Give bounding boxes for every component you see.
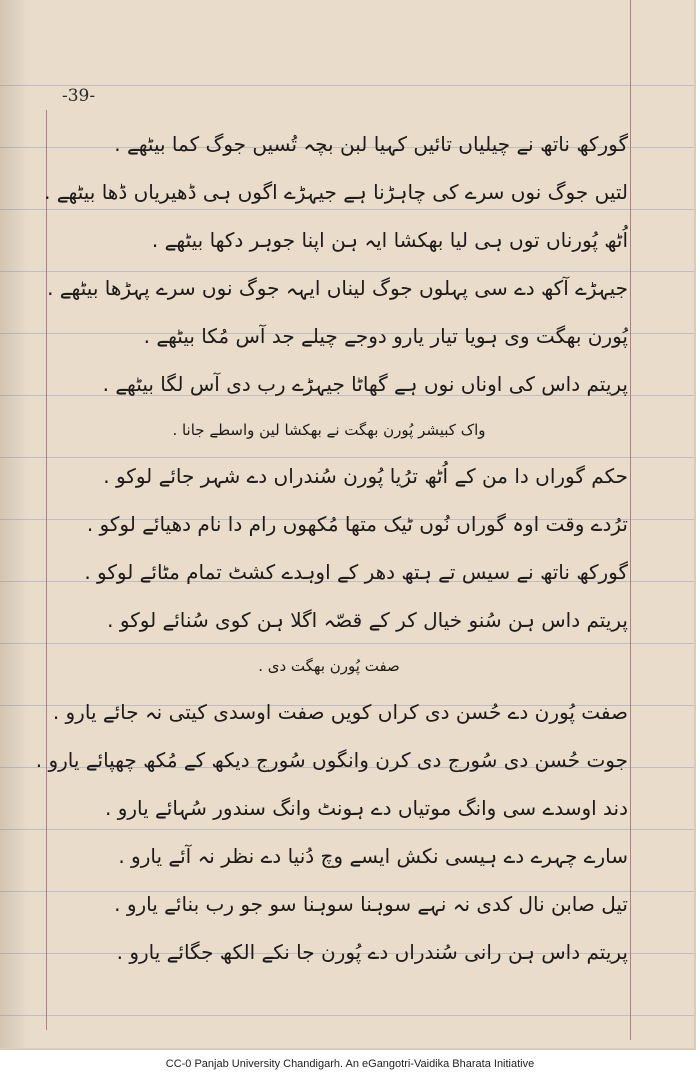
section-heading: واک کبیشر پُورن بھگت نے بھکشا لین واسطے جانا . [172,421,486,439]
verse-line: گورکھ ناتھ نے سیس تے ہتھ دھر کے اوہدے کشٹ تمام مٹائے لوکو . [84,560,628,584]
verse-line: ترُدے وقت اوہ گوراں نُوں ٹیک متھا مُکھوں رام دا نام دھیائے لوکو . [86,512,628,536]
verse-line: لتیں جوگ نوں سرے کی چاہڑنا ہے جیہڑے اگوں ہی ڈھیریاں ڈھا بیٹھے . [44,180,628,204]
verse-block-2 [30,452,628,644]
verse-line: اُٹھ پُورناں توں ہی لیا بھکشا ایہ ہن اپنا جوہر دکھا بیٹھے . [151,228,628,252]
right-margin-rule [630,0,631,1040]
verse-line: گورکھ ناتھ نے چیلیاں تائیں کہیا لبن بچہ تُسیں جوگ کما بیٹھے . [114,132,628,156]
verse-line: سارے چہرے دے ہیسی نکش ایسے وچ دُنیا دے نظر نہ آئے یارو . [118,844,628,868]
verse-line: پریتم داس ہن سُنو خیال کر کے قصّہ اگلا ہن کوی سُنائے لوکو . [107,608,628,632]
verse-line: تیل صابن نال کدی نہ نہے سوہنا سوہنا سو جو رب بنائے یارو . [114,892,628,916]
section-heading: صفت پُورن بھگت دی . [258,657,400,675]
verse-line: جوت حُسن دی سُورج دی کرن وانگوں سُورج دیکھ کے مُکھ چھپائے یارو . [35,748,628,772]
verse-line: جیہڑے آکھ دے سی پہلوں جوگ لیناں ایہہ جوگ نوں سرے پہڑھا بیٹھے . [47,276,628,300]
verse-line: پریتم داس ہن رانی سُندراں دے پُورن جا نکے الکھ جگائے یارو . [116,940,628,964]
archive-credit-footer: CC-0 Panjab University Chandigarh. An eGangotri-Vaidika Bharata Initiative [165,1058,535,1070]
verse-line: صفت پُورن دے حُسن دی کراں کویں صفت اوسدی کیتی نہ جائے یارو . [52,700,628,724]
verse-line: پریتم داس کی اوناں نوں ہے گھاٹا جیہڑے رب دی آس لگا بیٹھے . [102,372,628,396]
verse-block-1 [30,120,628,408]
verse-block-3 [30,688,628,976]
verse-line: پُورن بھگت وی ہویا تیار یارو دوجے چیلے جد آس مُکا بیٹھے . [143,324,628,348]
poem-body [30,120,628,976]
verse-line: دند اوسدے سی وانگ موتیاں دے ہونٹ وانگ سندور سُہائے یارو . [105,796,628,820]
verse-line: حکم گوراں دا من کے اُٹھ ترُیا پُورن سُندراں دے شہر جائے لوکو . [103,464,628,488]
page-number: -39- [62,86,96,106]
